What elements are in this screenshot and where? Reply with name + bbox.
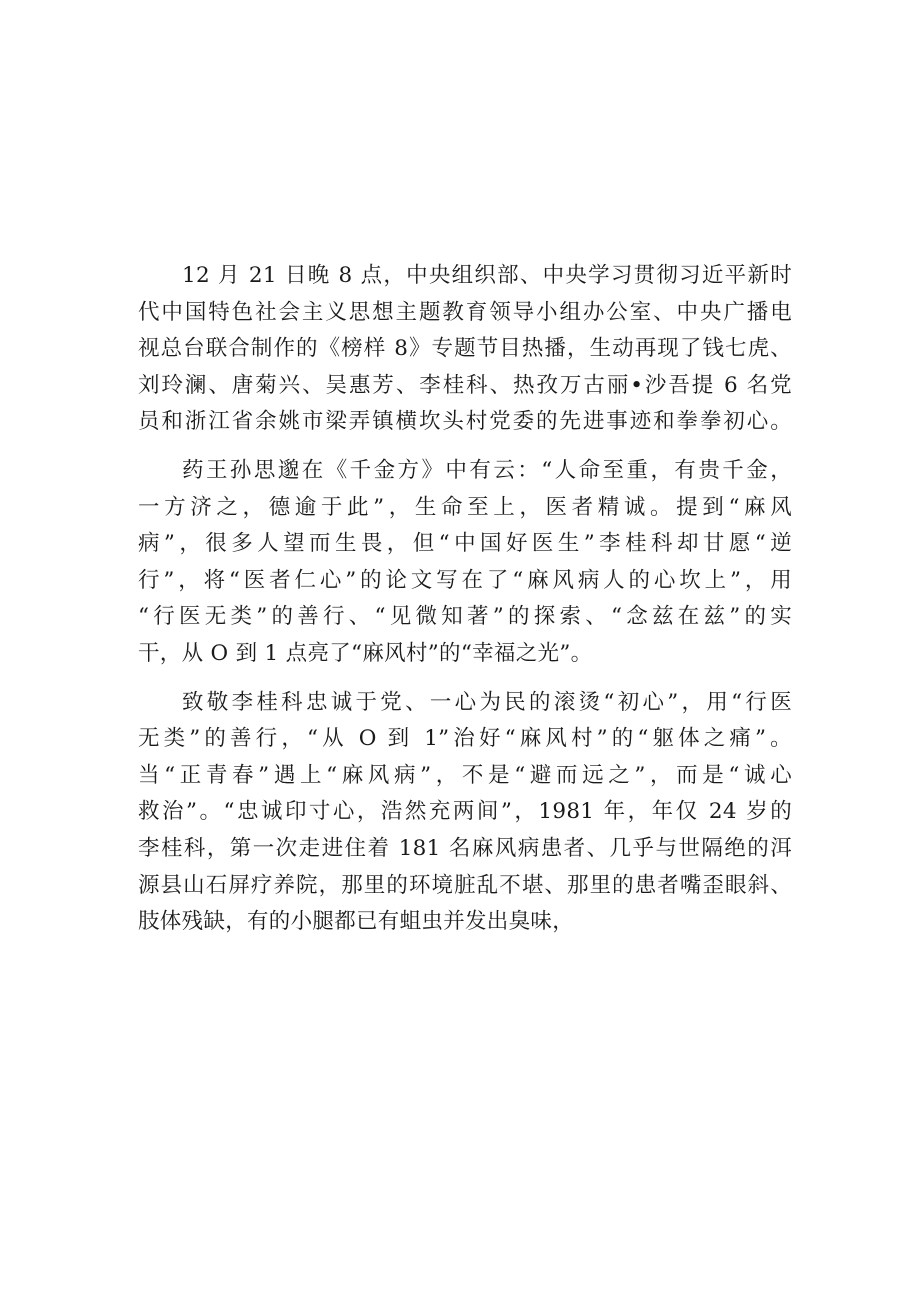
paragraph-line: 病”，很多人望而生畏，但“中国好医生”李桂科却甘愿“逆 (138, 531, 792, 557)
paragraph-line: 干，从 O 到 1 点亮了“麻风村”的“幸福之光”。 (138, 640, 593, 666)
paragraph-line: 源县山石屏疗养院，那里的环境脏乱不堪、那里的患者嘴歪眼斜、 (138, 872, 792, 898)
paragraph-line: “行医无类”的善行、“见微知著”的探索、“念兹在兹”的实 (138, 604, 792, 630)
paragraph-line: 肢体残缺，有的小腿都已有蛆虫并发出臭味， (138, 909, 575, 935)
paragraph-line: 无类”的善行，“从 O 到 1”治好“麻风村”的“躯体之痛”。 (138, 726, 792, 752)
article-body (138, 258, 792, 941)
paragraph-line: 救治”。“忠诚印寸心，浩然充两间”，1981 年，年仅 24 岁的 (138, 799, 792, 825)
paragraph-3 (138, 685, 792, 941)
paragraph-line: 12 月 21 日晚 8 点，中央组织部、中央学习贯彻习近平新时 (182, 263, 792, 288)
paragraph-2 (138, 453, 792, 673)
paragraph-line: 李桂科，第一次走进住着 181 名麻风病患者、几乎与世隔绝的洱 (138, 835, 792, 861)
paragraph-line: 代中国特色社会主义思想主题教育领导小组办公室、中央广播电 (138, 299, 792, 325)
paragraph-line: 员和浙江省余姚市梁弄镇横坎头村党委的先进事迹和拳拳初心。 (138, 409, 792, 435)
paragraph-1 (138, 258, 792, 441)
paragraph-line: 一方济之，德逾于此”，生命至上，医者精诚。提到“麻风 (138, 494, 792, 520)
paragraph-line: 当“正青春”遇上“麻风病”，不是“避而远之”，而是“诚心 (138, 762, 792, 788)
paragraph-line: 刘玲澜、唐菊兴、吴惠芳、李桂科、热孜万古丽•沙吾提 6 名党 (138, 372, 792, 398)
paragraph-line: 药王孙思邈在《千金方》中有云：“人命至重，有贵千金， (182, 457, 792, 483)
paragraph-line: 视总台联合制作的《榜样 8》专题节目热播，生动再现了钱七虎、 (138, 336, 792, 362)
paragraph-line: 致敬李桂科忠诚于党、一心为民的滚烫“初心”，用“行医 (182, 689, 792, 715)
paragraph-line: 行”，将“医者仁心”的论文写在了“麻风病人的心坎上”，用 (138, 567, 792, 593)
